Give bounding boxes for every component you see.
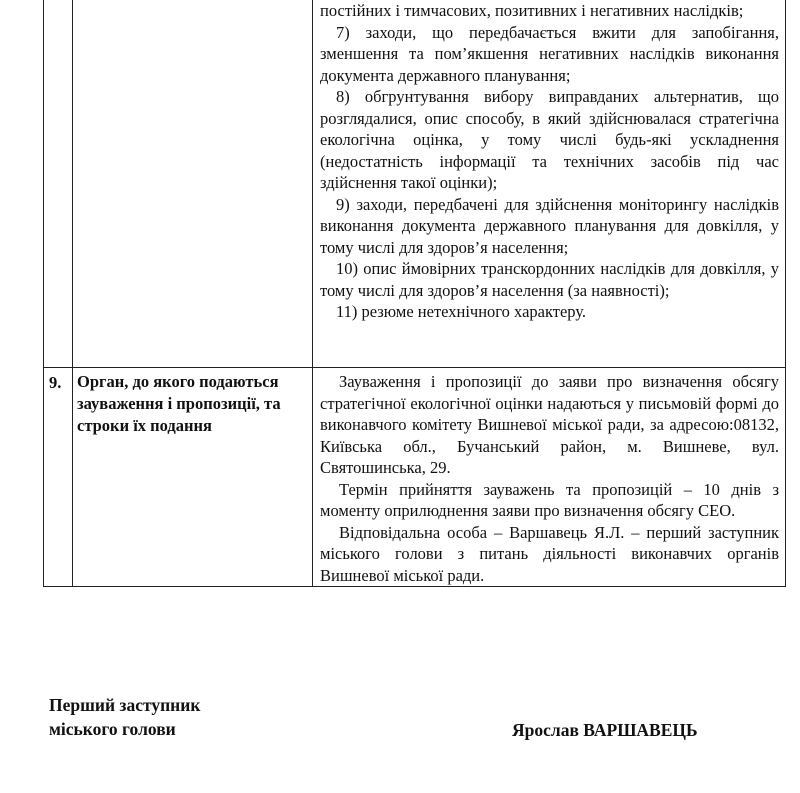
info-table — [43, 0, 786, 587]
row-number-cell — [44, 368, 73, 587]
first-name: Ярослав — [512, 720, 579, 740]
signatory-position — [49, 693, 200, 741]
position-line: міського голови — [49, 719, 176, 739]
content-paragraph: Відповідальна особа – Варшавець Я.Л. – перший заступник міського голови з питань діяльності виконавчих органів Вишневої міської ради. — [320, 522, 779, 585]
row-content-cell — [313, 368, 786, 587]
last-name: ВАРШАВЕЦЬ — [583, 720, 698, 740]
position-line: Перший заступник — [49, 695, 201, 715]
content-paragraph: 8) обгрунтування вибору виправданих альтернатив, що розглядалися, опис способу, в який здійснювалася стратегічна екологічна оцінка, у тому числі будь-які ускладнення (недостатність інформації та технічних засобів під час здійснення такої оцінки); — [320, 87, 779, 192]
row-number-cell — [44, 0, 73, 368]
content-paragraph: 11) резюме нетехнічного характеру. — [336, 302, 587, 321]
content-paragraph: 9) заходи, передбачені для здійснення моніторингу наслідків виконання документа державного планування для довкілля, у тому числі для здоров’я населення; — [320, 194, 779, 257]
content-paragraph: 7) заходи, що передбачається вжити для запобігання, зменшення та пом’якшення негативних наслідків виконання документа державного планування; — [320, 22, 779, 85]
content-paragraph: 10) опис ймовірних транскордонних наслідків для довкілля, у тому числі для здоров’я населення (за наявності); — [320, 259, 779, 300]
table-row-9 — [44, 368, 786, 587]
row-name-cell — [73, 0, 313, 368]
signatory-name — [512, 718, 698, 742]
row-content-cell — [313, 0, 786, 368]
table-row-8-continuation — [44, 0, 786, 368]
content-paragraph: постійних і тимчасових, позитивних і негативних наслідків; — [320, 1, 744, 20]
row-number: 9. — [49, 373, 62, 392]
content-paragraph: Зауваження і пропозиції до заяви про визначення обсягу стратегічної екологічної оцінки надаються у письмовій формі до виконавчого комітету Вишневої міської ради, за адресою:08132, Київська обл., Бучанський район, м. Вишневе, вул. Святошинська, 29. — [320, 372, 779, 477]
row-heading: Орган, до якого подаються зауваження і пропозиції, та строки їх подання — [77, 372, 281, 435]
content-paragraph: Термін прийняття зауважень та пропозицій – 10 днів з моменту оприлюднення заяви про визначення обсягу СЕО. — [320, 479, 779, 520]
row-name-cell — [73, 368, 313, 587]
